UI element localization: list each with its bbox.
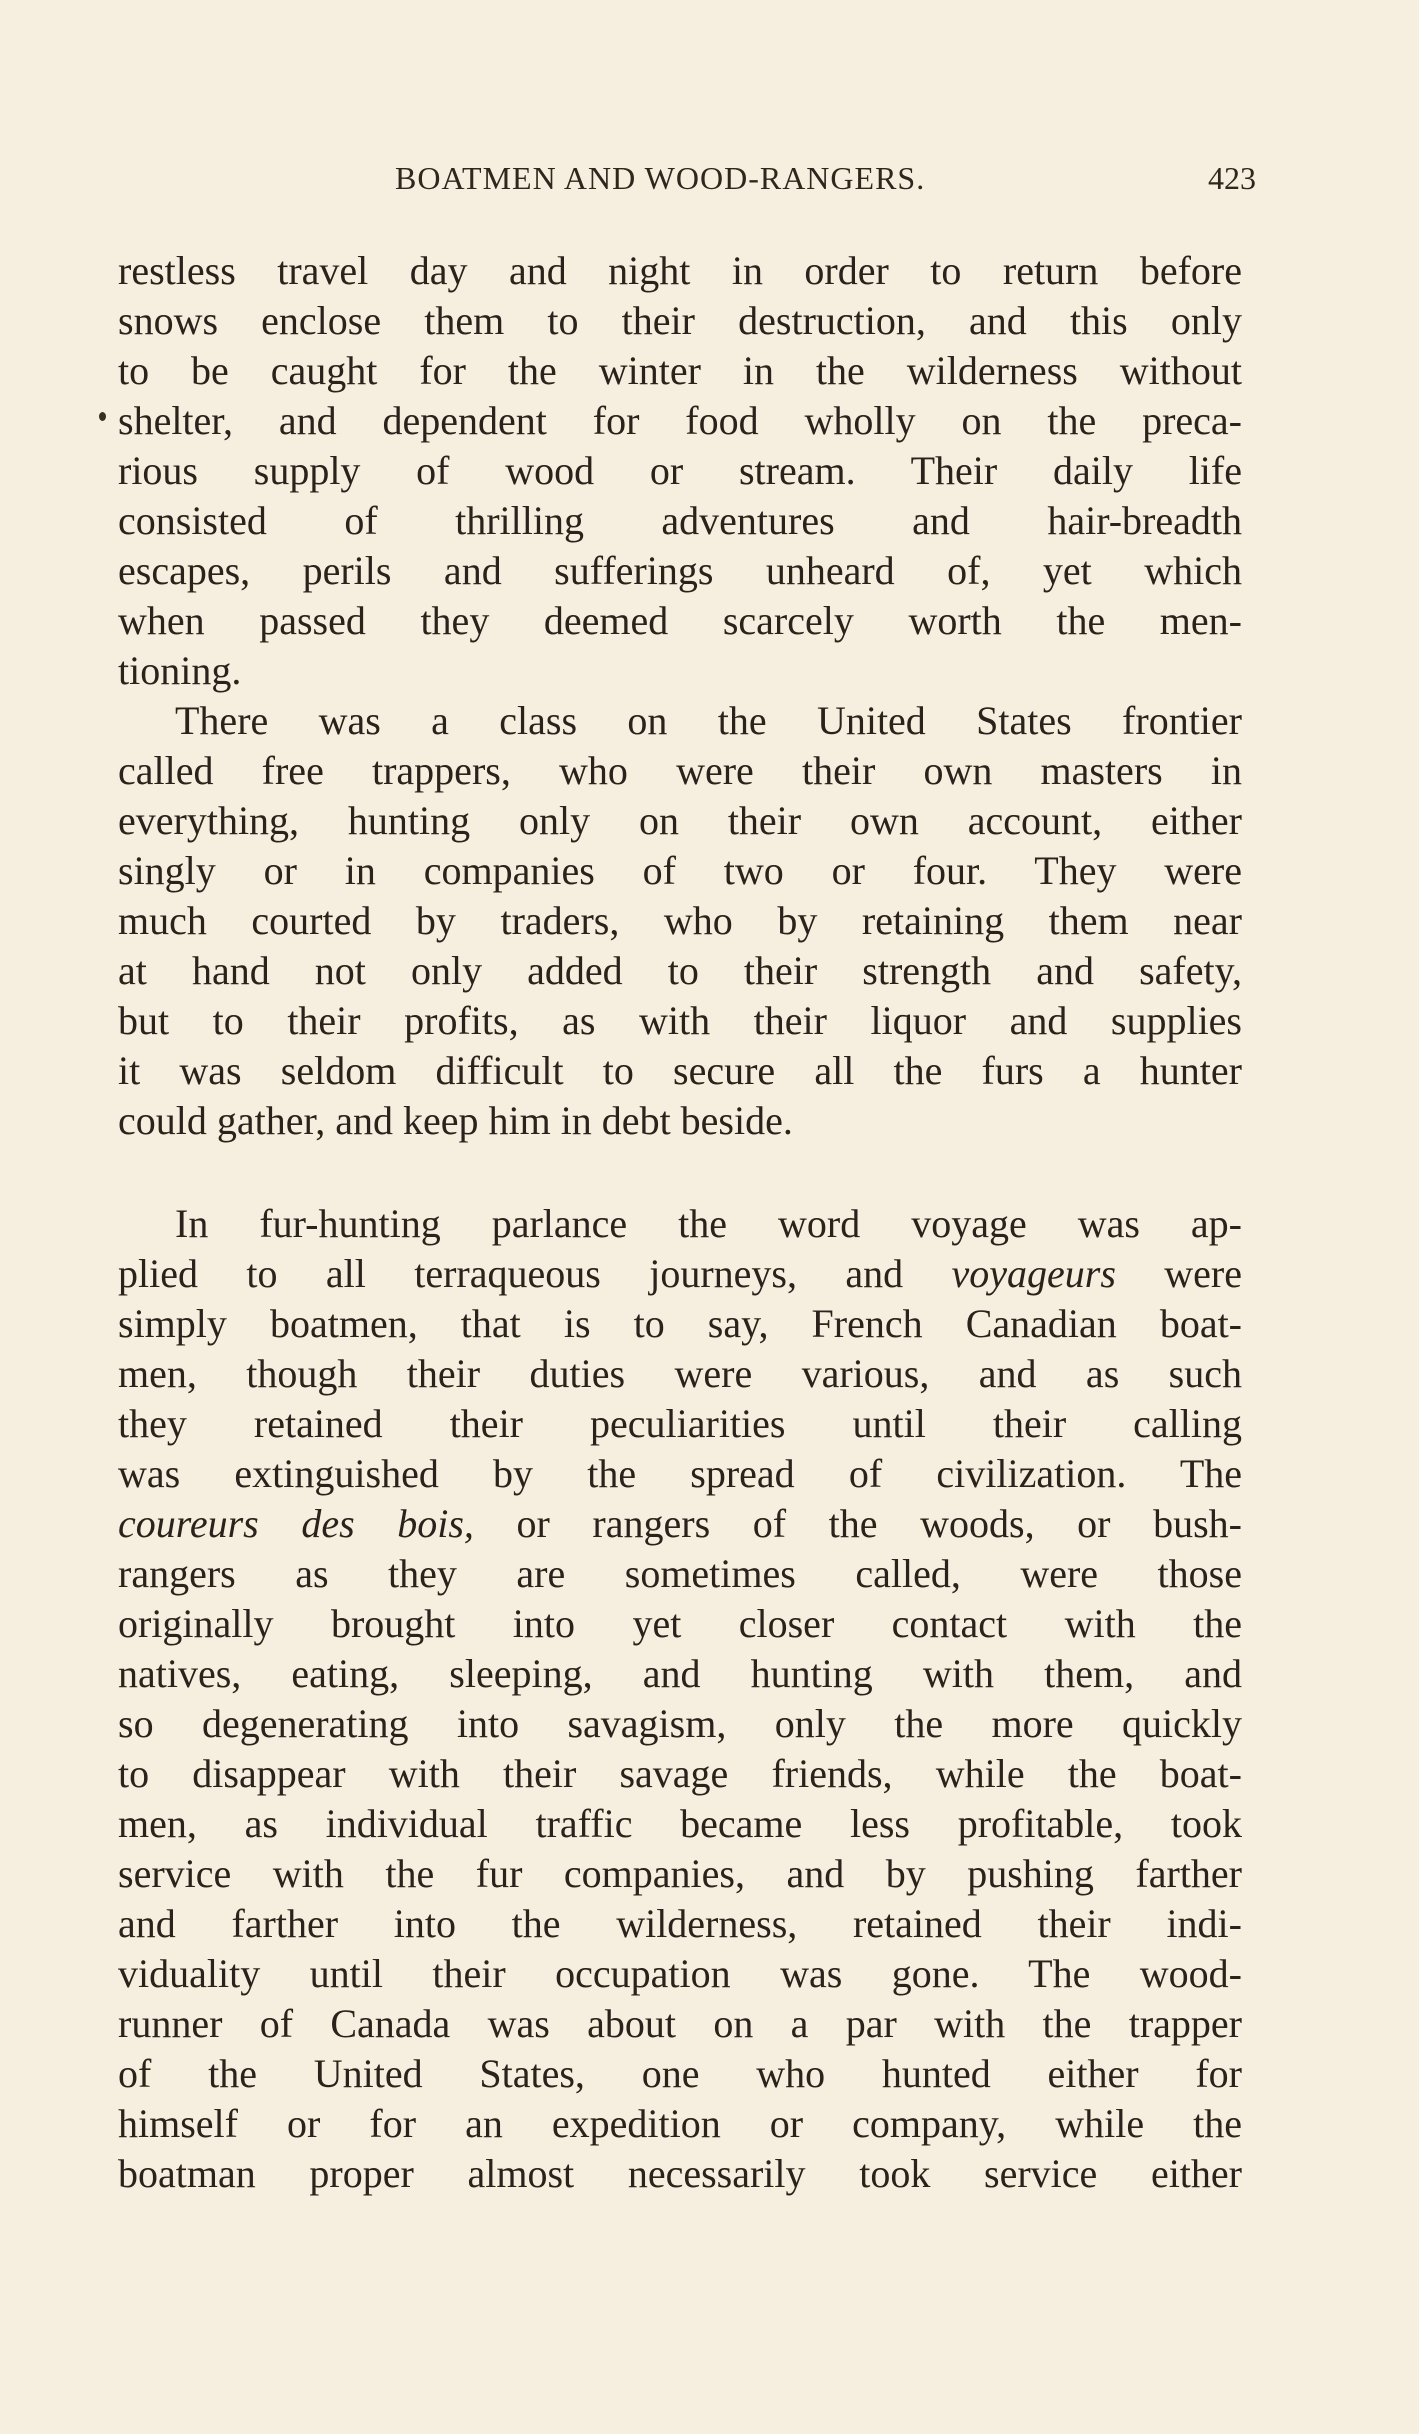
page-number: 423 xyxy=(1208,160,1256,196)
running-title: BOATMEN AND WOOD-RANGERS. xyxy=(395,160,926,196)
text-line: to disappear with their savage friends, while the boat- xyxy=(118,1751,1242,1796)
text-line xyxy=(118,1499,1242,1549)
text-line: viduality until their occupation was gone. The wood- xyxy=(118,1951,1242,1996)
text-line: snows enclose them to their destruction, and this only xyxy=(118,298,1242,343)
text-line: In fur-hunting parlance the word voyage was ap- xyxy=(175,1201,1242,1246)
text-line: when passed they deemed scarcely worth the men- xyxy=(118,598,1242,643)
text-line: escapes, perils and sufferings unheard of, yet which xyxy=(118,548,1242,593)
text-line: of the United States, one who hunted either for xyxy=(118,2051,1242,2096)
text-line: runner of Canada was about on a par with the trapper xyxy=(118,2001,1242,2046)
text-line: consisted of thrilling adventures and hair-breadth xyxy=(118,498,1242,543)
text-line: men, as individual traffic became less profitable, took xyxy=(118,1801,1242,1846)
text-line: they retained their peculiarities until their calling xyxy=(118,1401,1242,1446)
text-line: could gather, and keep him in debt beside. xyxy=(118,1098,793,1143)
text-line: was extinguished by the spread of civilization. The xyxy=(118,1451,1242,1496)
text-line: restless travel day and night in order to return before xyxy=(118,248,1242,293)
text-line: singly or in companies of two or four. They were xyxy=(118,848,1242,893)
text-line: called free trappers, who were their own masters in xyxy=(118,748,1242,793)
text-segment: were xyxy=(1115,1251,1242,1296)
italic-term: coureurs des bois, xyxy=(118,1501,474,1546)
text-line xyxy=(118,1249,1242,1299)
text-line: simply boatmen, that is to say, French Canadian boat- xyxy=(118,1301,1242,1346)
margin-mark xyxy=(99,412,106,421)
text-line: rious supply of wood or stream. Their daily life xyxy=(118,448,1242,493)
text-line: tioning. xyxy=(118,648,242,693)
text-line: himself or for an expedition or company, while the xyxy=(118,2101,1242,2146)
text-line: originally brought into yet closer contact with the xyxy=(118,1601,1242,1646)
text-line: everything, hunting only on their own account, either xyxy=(118,798,1242,843)
text-line: service with the fur companies, and by pushing farther xyxy=(118,1851,1242,1896)
text-line: at hand not only added to their strength and safety, xyxy=(118,948,1242,993)
italic-term: voyageurs xyxy=(951,1251,1116,1296)
text-line: to be caught for the winter in the wilderness without xyxy=(118,348,1242,393)
text-segment: plied to all terraqueous journeys, and xyxy=(118,1251,952,1296)
text-line: but to their profits, as with their liquor and supplies xyxy=(118,998,1242,1043)
text-line: and farther into the wilderness, retained their indi- xyxy=(118,1901,1242,1946)
text-line: boatman proper almost necessarily took service either xyxy=(118,2151,1242,2196)
running-head xyxy=(0,160,1419,210)
text-line: There was a class on the United States frontier xyxy=(175,698,1242,743)
text-line: natives, eating, sleeping, and hunting with them, and xyxy=(118,1651,1242,1696)
text-line: rangers as they are sometimes called, were those xyxy=(118,1551,1242,1596)
text-segment: or rangers of the woods, or bush- xyxy=(473,1501,1242,1546)
text-line: much courted by traders, who by retaining them near xyxy=(118,898,1242,943)
text-line: it was seldom difficult to secure all the furs a hunter xyxy=(118,1048,1242,1093)
text-line: so degenerating into savagism, only the more quickly xyxy=(118,1701,1242,1746)
text-line: shelter, and dependent for food wholly on the preca- xyxy=(118,398,1242,443)
text-line: men, though their duties were various, and as such xyxy=(118,1351,1242,1396)
